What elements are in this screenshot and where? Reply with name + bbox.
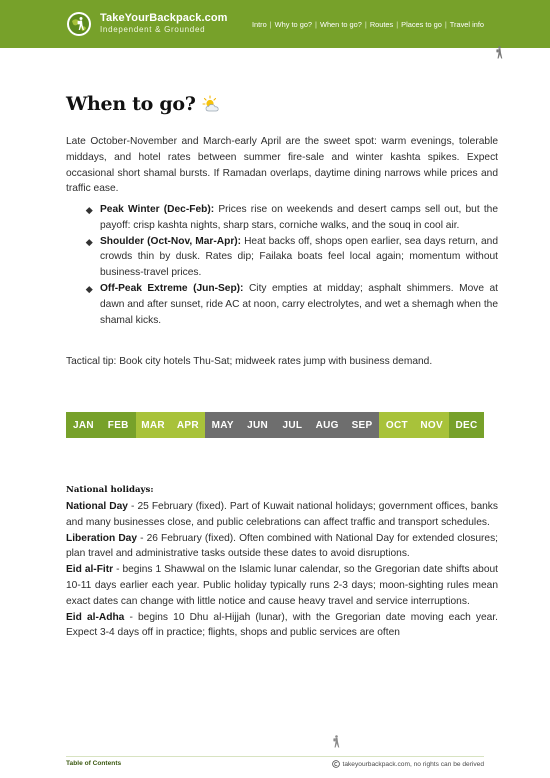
- month-may[interactable]: MAY: [205, 412, 240, 438]
- month-oct[interactable]: OCT: [379, 412, 414, 438]
- holiday-item: [66, 610, 498, 642]
- nav-separator: |: [444, 20, 447, 29]
- holidays-list: [66, 499, 498, 641]
- nav-item-intro[interactable]: Intro: [251, 20, 267, 29]
- hiker-icon: [494, 46, 504, 59]
- nav-item-places-to-go[interactable]: Places to go: [401, 20, 442, 29]
- tactical-tip: Tactical tip: Book city hotels Thu-Sat; midweek rates jump with business demand.: [66, 356, 433, 367]
- nav-separator: |: [315, 20, 317, 29]
- list-item: [100, 202, 498, 234]
- holiday-description: - begins 1 Shawwal on the Islamic lunar calendar, so the Gregorian date shifts about 10-11 days earlier each year. Public holiday typically runs 2-3 days; moon-sighting rules mean exact dates can change with little notice and cause heavy travel and service interruptions.: [66, 564, 498, 607]
- holiday-item: [66, 499, 498, 531]
- holiday-name: Eid al-Fitr: [66, 564, 114, 576]
- month-jan[interactable]: JAN: [66, 412, 101, 438]
- page-title: When to go?: [66, 93, 196, 115]
- brand-name[interactable]: TakeYourBackpack.com: [100, 12, 228, 24]
- page-footer: [0, 752, 550, 778]
- intro-paragraph: Late October-November and March-early April are the sweet spot: warm evenings, tolerable middays, and hotel rates between summer fire-sale and winter kashta spikes. Expect occasional short shamal bursts. If Ramadan overlaps, daytime dining narrows while prices and traffic ease.: [66, 136, 498, 195]
- season-description: Heat backs off, shops open earlier, sea days return, and crowds thin by dusk. Rates dip; Failaka boats feel local again; momentum without business-travel prices.: [100, 235, 498, 279]
- holiday-name: National Day: [66, 501, 128, 512]
- month-jul[interactable]: JUL: [275, 412, 310, 438]
- holiday-item: [66, 562, 498, 609]
- nav-item-travel-info[interactable]: Travel info: [449, 20, 484, 29]
- nav-item-when-to-go[interactable]: When to go?: [319, 20, 362, 29]
- season-month-bar: [66, 412, 484, 438]
- month-apr[interactable]: APR: [170, 412, 205, 438]
- month-aug[interactable]: AUG: [310, 412, 345, 438]
- holiday-name: Eid al-Adha: [66, 611, 125, 623]
- copyright-icon: [332, 760, 340, 768]
- nav-separator: |: [269, 20, 272, 29]
- month-mar[interactable]: MAR: [136, 412, 171, 438]
- month-feb[interactable]: FEB: [101, 412, 136, 438]
- holiday-description: - 25 February (fixed). Part of Kuwait national holidays; government offices, banks and many businesses close, and public celebrations can affect traffic and transport schedules.: [66, 501, 498, 528]
- month-nov[interactable]: NOV: [414, 412, 449, 438]
- season-list: [100, 202, 498, 328]
- season-description: City empties at midday; asphalt shimmers. Move at dawn and after sunset, ride AC at noon, carry electrolytes, and wet a shemagh when the shamal kicks.: [100, 282, 498, 326]
- list-item: [100, 281, 498, 328]
- nav-item-routes[interactable]: Routes: [369, 20, 394, 29]
- season-label: Off-Peak Extreme (Jun-Sep):: [100, 282, 244, 294]
- sun-behind-cloud-icon: [202, 95, 222, 113]
- nav-separator: |: [396, 20, 399, 29]
- hiker-icon: [331, 735, 341, 748]
- title-row: [66, 93, 222, 115]
- season-label: Peak Winter (Dec-Feb):: [100, 204, 215, 215]
- season-label: Shoulder (Oct-Nov, Mar-Apr):: [100, 235, 242, 247]
- nav-item-why-to-go[interactable]: Why to go?: [274, 20, 313, 29]
- globe-hiker-logo-icon[interactable]: [66, 11, 92, 37]
- list-item: [100, 234, 498, 281]
- holiday-item: [66, 531, 498, 563]
- top-nav: [252, 20, 484, 29]
- holiday-name: Liberation Day: [66, 532, 138, 544]
- holidays-heading: National holidays:: [66, 485, 154, 495]
- footer-divider: [66, 756, 484, 757]
- holiday-description: - 26 February (fixed). Often combined with National Day for extended closures; plan travel and administrative tasks outside these dates to avoid disruptions.: [66, 532, 498, 560]
- copyright-notice: [332, 760, 484, 768]
- holiday-description: - begins 10 Dhu al-Hijjah (lunar), with the Gregorian date moving each year. Expect 3-4 days off in practice; flights, shops and public services are often: [66, 611, 498, 639]
- month-sep[interactable]: SEP: [345, 412, 380, 438]
- table-of-contents-link[interactable]: Table of Contents: [66, 760, 122, 767]
- site-header: [0, 0, 550, 48]
- month-jun[interactable]: JUN: [240, 412, 275, 438]
- month-dec[interactable]: DEC: [449, 412, 484, 438]
- brand-tagline: Independent & Grounded: [100, 25, 206, 34]
- copyright-text: takeyourbackpack.com, no rights can be derived: [342, 760, 484, 768]
- season-description: Prices rise on weekends and desert camps sell out, but the payoff: crisp kashta nights, sharp stars, corniche walks, and the souq in cool air.: [100, 204, 498, 231]
- nav-separator: |: [364, 20, 367, 29]
